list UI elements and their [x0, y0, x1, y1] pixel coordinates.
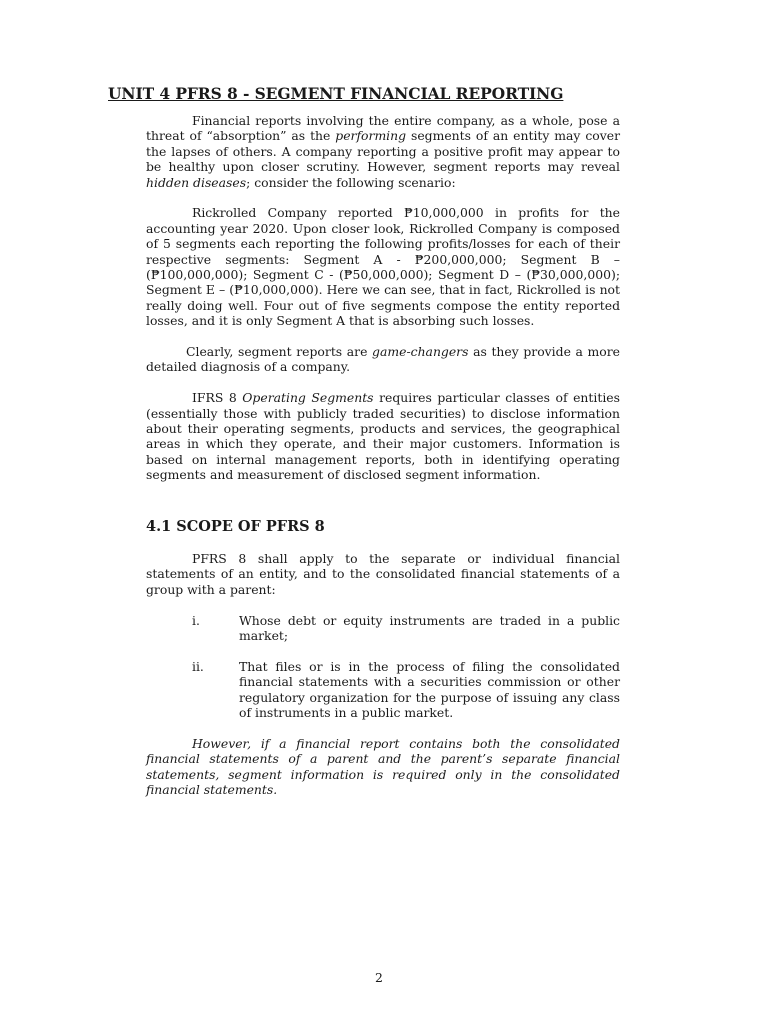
list-item-number: i. — [192, 612, 200, 628]
scope-list — [146, 613, 620, 721]
page-number: 2 — [375, 970, 383, 985]
intro-paragraph-1: Financial reports involving the entire company, as a whole, pose a threat of “absorption” as the performing segments of an entity may cover the lapses of others. A company reporting a positive profit may appear to be healthy upon closer scrutiny. However, segment reports may reveal hidden diseases; consider the following scenario: — [146, 113, 621, 190]
intro-paragraph-3: Clearly, segment reports are game-changers as they provide a more detailed diagnosis of a company. — [146, 344, 621, 375]
list-item-number: ii. — [192, 658, 204, 674]
intro-body — [146, 113, 620, 498]
intro-paragraph-4: IFRS 8 Operating Segments requires particular classes of entities (essentially those with publicly traded securities) to disclose information about their operating segments, products and services, the geographical areas in which they operate, and their major customers. Information is based on internal management reports, both in identifying operating segments and measurement of disclosed segment information. — [146, 390, 620, 483]
list-item — [146, 613, 620, 644]
list-item-text: Whose debt or equity instruments are traded in a public market; — [239, 612, 620, 644]
intro-paragraph-2: Rickrolled Company reported ₱10,000,000 in profits for the accounting year 2020. Upon closer look, Rickrolled Company is composed of 5 segments each reporting the following profits/losses for each of their respective segments: Segment A - ₱200,000,000; Segment B – (₱100,000,000); Segment C - (₱50,000,000); Segment D – (₱30,000,000); Segment E – (₱10,000,000). Here we can see, that in fact, Rickrolled is not really doing well. Four out of five segments compose the entity reported losses, and it is only Segment A that is absorbing such losses. — [146, 205, 620, 329]
list-item-text: That files or is in the process of filing the consolidated financial statements with a securities commission or other regulatory organization for the purpose of issuing any class of instruments in a public market. — [239, 658, 620, 721]
unit-title: UNIT 4 PFRS 8 - SEGMENT FINANCIAL REPORTING — [108, 84, 564, 103]
list-item — [146, 659, 620, 721]
scope-paragraph: PFRS 8 shall apply to the separate or individual financial statements of an entity, and to the consolidated financial statements of a group with a parent: — [146, 551, 620, 597]
scope-note: However, if a financial report contains both the consolidated financial statements of a parent and the parent’s separate financial statements, segment information is required only in the consolidated financial statements. — [146, 735, 620, 798]
section-body — [146, 551, 620, 813]
section-heading: 4.1 SCOPE OF PFRS 8 — [146, 518, 325, 535]
